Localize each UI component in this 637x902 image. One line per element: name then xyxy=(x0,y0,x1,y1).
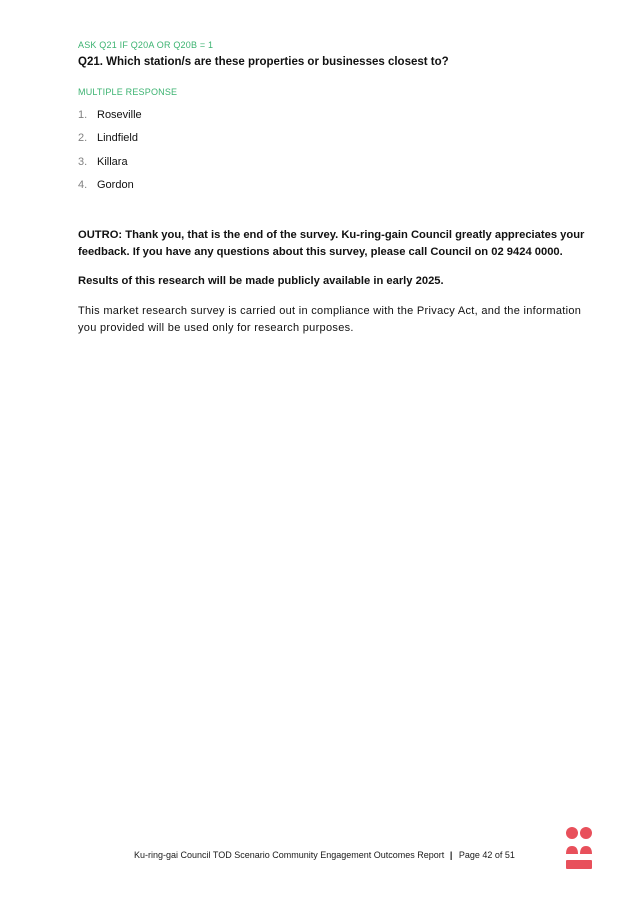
privacy-note: This market research survey is carried out in compliance with the Privacy Act, and the information you provided will be used only for research purposes. xyxy=(78,305,582,334)
response-type-label: MULTIPLE RESPONSE xyxy=(78,87,178,97)
list-item xyxy=(78,103,142,127)
page-footer xyxy=(134,850,515,860)
footer-page-number: Page 42 of 51 xyxy=(458,850,515,860)
results-note: Results of this research will be made publicly available in early 2025. xyxy=(78,275,444,287)
footer-report-title: Ku-ring-gai Council TOD Scenario Community Engagement Outcomes Report xyxy=(134,850,445,860)
people-logo-icon xyxy=(565,826,593,872)
footer-separator: | xyxy=(449,850,453,860)
option-label: Gordon xyxy=(97,179,134,192)
option-label: Roseville xyxy=(97,108,142,121)
outro-paragraph: OUTRO: Thank you, that is the end of the survey. Ku-ring-gain Council greatly appreciates your feedback. If you have any questions about this survey, please call Council on 02 9424 0000. xyxy=(78,229,585,258)
option-label: Killara xyxy=(97,155,128,168)
list-item xyxy=(78,174,142,198)
question-heading: Q21. Which station/s are these properties or businesses closest to? xyxy=(78,56,449,68)
answer-options-list xyxy=(78,103,142,197)
list-item xyxy=(78,127,142,151)
option-label: Lindfield xyxy=(97,132,138,145)
option-number: 2. xyxy=(78,132,88,145)
routing-note: ASK Q21 IF Q20A OR Q20B = 1 xyxy=(78,40,214,50)
option-number: 3. xyxy=(78,155,88,168)
option-number: 1. xyxy=(78,108,88,121)
option-number: 4. xyxy=(78,179,88,192)
list-item xyxy=(78,150,142,174)
